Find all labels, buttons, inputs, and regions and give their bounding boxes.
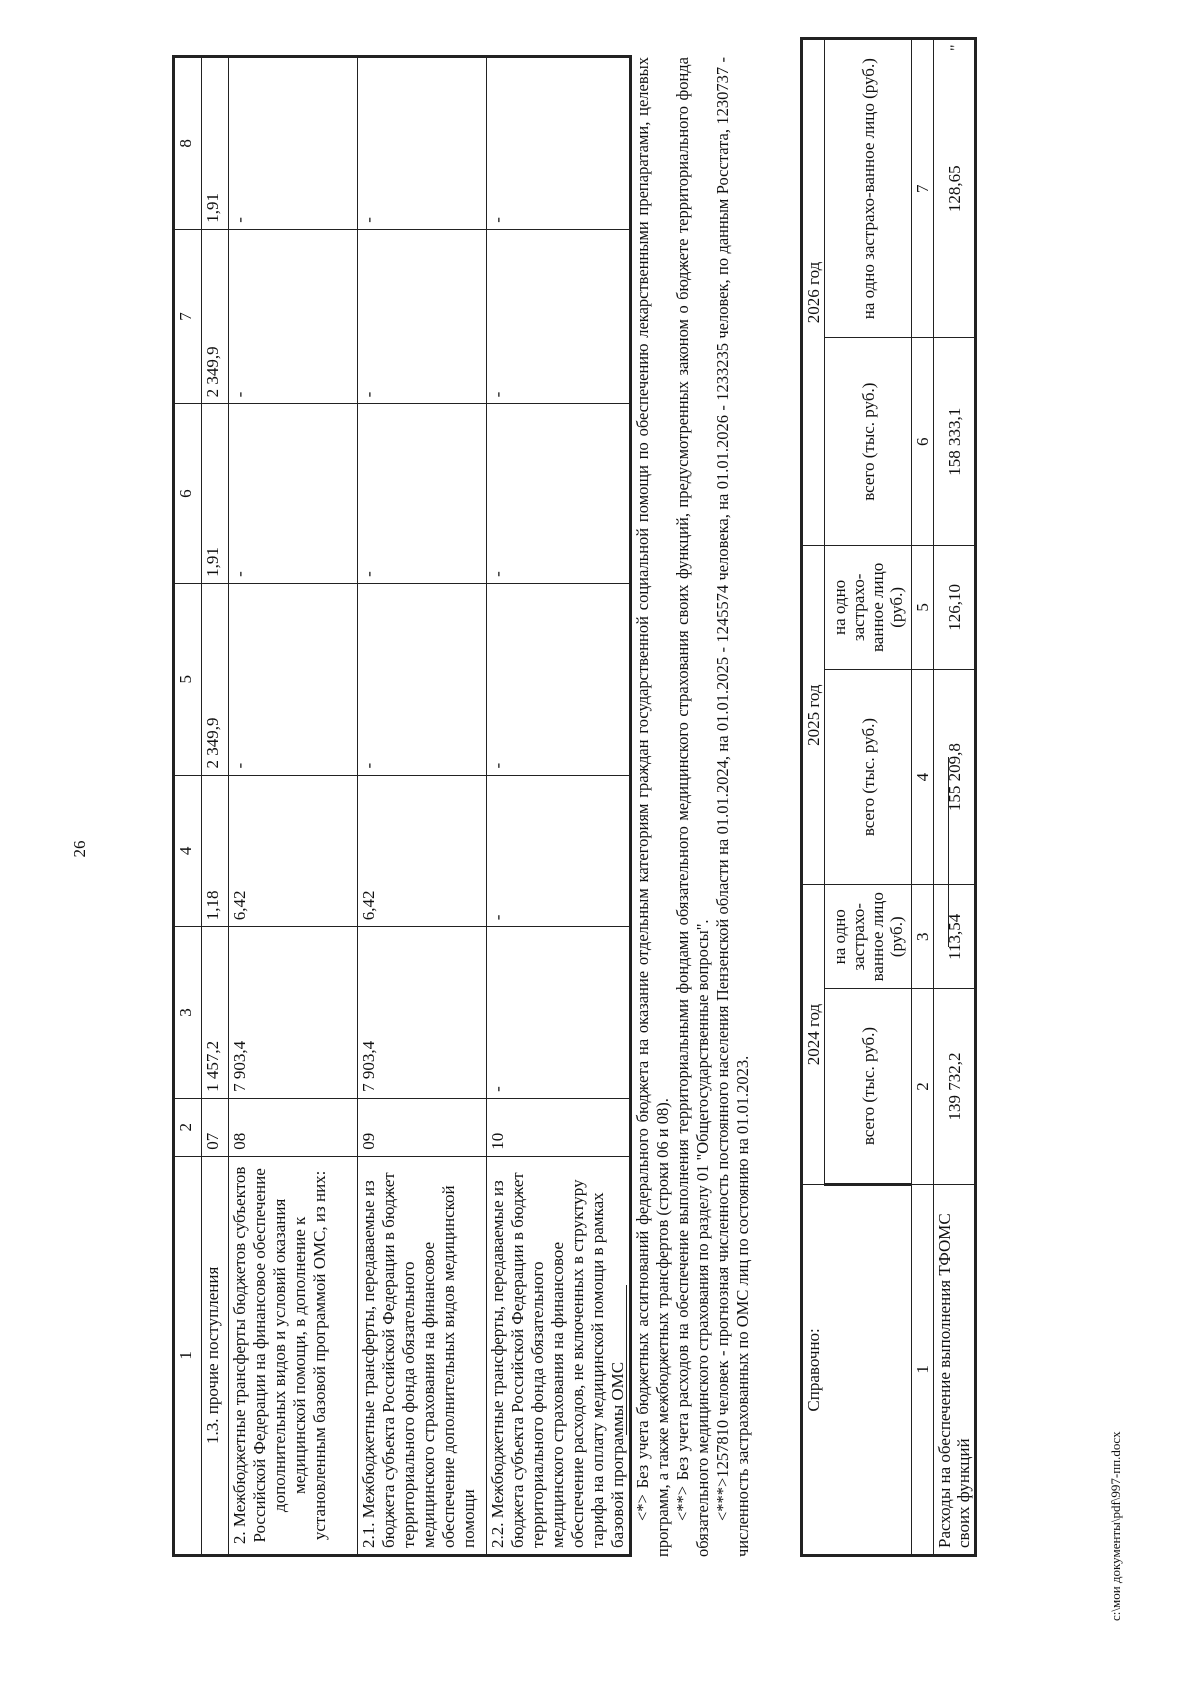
row-code: 09 [358, 1098, 487, 1156]
table-row [202, 57, 229, 1556]
ref-years-row [802, 39, 825, 1556]
value-cell: - [487, 229, 631, 404]
value-cell: 1,18 [202, 775, 229, 927]
table-row [229, 57, 358, 1556]
footnotes [626, 57, 753, 1557]
value-cell: 2 349,9 [202, 229, 229, 404]
row-name: 2.2. Межбюджетные трансферты, передаваемые из бюджета субъекта Российской Федерации в бюджет территориального фонда обязательного медицинского страхования на финансовое обеспечение расходов, не включенных в структуру тарифа на оплату медицинской помощи в рамках базовой программы ОМС [487, 1156, 631, 1555]
ref-row-label: Расходы на обеспечение выполнения ТФОМС своих функций [934, 1184, 976, 1555]
value-cell: - [358, 229, 487, 404]
reference-table [800, 37, 977, 1557]
ref-numbers-row [912, 39, 934, 1556]
value-cell: 7 903,4 [229, 927, 358, 1099]
footnote: <*> Без учета бюджетных ассигнований федерального бюджета на оказание отдельным категориям граждан государственной социальной помощи по обеспечению лекарственными препаратами, целевых программ, а также межбюджетных трансфертов (строки 06 и 08). [633, 57, 672, 1557]
value-cell: - [487, 404, 631, 584]
footnote: <***>1257810 человек - прогнозная численность постоянного населения Пензенской области на 01.01.2024, на 01.01.2025 - 1245574 человека, на 01.01.2026 - 1233235 человек, по данным Росстата, 1230737 - численность застрахованных по ОМС лиц по состоянию на 01.01.2023. [713, 57, 752, 1557]
header-cell: 7 [174, 229, 202, 404]
page-number: 26 [70, 840, 89, 858]
closing-line [948, 757, 949, 947]
value-cell: 6,42 [358, 775, 487, 927]
value-cell: 128,65 [934, 39, 976, 338]
value-cell: - [487, 57, 631, 230]
page-mark: " [948, 44, 965, 51]
value-cell: 1,91 [202, 57, 229, 230]
year-header: 2024 год [802, 885, 825, 1184]
value-cell: - [487, 927, 631, 1099]
header-cell: 4 [174, 775, 202, 927]
year-header: 2025 год [802, 545, 825, 884]
col-number: 6 [912, 338, 934, 546]
col-total-header: всего (тыс. руб.) [825, 338, 912, 546]
value-cell: - [229, 404, 358, 584]
table-header-row [174, 57, 202, 1556]
header-cell: 1 [174, 1156, 202, 1555]
col-number: 7 [912, 39, 934, 338]
footer-file-path: c:\мои документы\pdf\997-пп.docx [1108, 1431, 1123, 1621]
header-cell: 5 [174, 583, 202, 775]
table-row [358, 57, 487, 1556]
value-cell: - [358, 583, 487, 775]
value-cell: 155 209,8 [934, 669, 976, 885]
value-cell: - [229, 57, 358, 230]
col-per-header: на одно застрахо-ванное лицо (руб.) [825, 545, 912, 669]
row-name: 1.3. прочие поступления [202, 1156, 229, 1555]
col-per-header: на одно застрахо-ванное лицо (руб.) [825, 39, 912, 338]
col-number: 5 [912, 545, 934, 669]
col-total-header: всего (тыс. руб.) [825, 669, 912, 885]
col-total-header: всего (тыс. руб.) [825, 989, 912, 1185]
header-cell: 2 [174, 1098, 202, 1156]
value-cell: 113,54 [934, 885, 976, 989]
row-name: 2. Межбюджетные трансферты бюджетов субъектов Российской Федерации на финансовое обеспечение дополнительных видов и условий оказания медицинской помощи, в дополнение к установленным базовой программой ОМС, из них: [229, 1156, 358, 1555]
col-number: 1 [912, 1184, 934, 1555]
value-cell: 1,91 [202, 404, 229, 584]
value-cell: 139 732,2 [934, 989, 976, 1185]
col-per-header: на одно застрахо-ванное лицо (руб.) [825, 885, 912, 989]
ref-data-row [934, 39, 976, 1556]
col-number: 2 [912, 989, 934, 1185]
row-code: 07 [202, 1098, 229, 1156]
value-cell: 1 457,2 [202, 927, 229, 1099]
value-cell: 2 349,9 [202, 583, 229, 775]
table-row [487, 57, 631, 1556]
footnote: <**> Без учета расходов на обеспечение выполнения территориальными фондами обязательного медицинского страхования своих функций, предусмотренных законом о бюджете территориального фонда обязательного медицинского страхования по разделу 01 "Общегосударственные вопросы". [673, 57, 712, 1557]
footnote-separator [626, 1285, 627, 1435]
col-number: 3 [912, 885, 934, 989]
row-code: 10 [487, 1098, 631, 1156]
col-number: 4 [912, 669, 934, 885]
value-cell: - [229, 229, 358, 404]
value-cell: - [487, 775, 631, 927]
value-cell: - [358, 404, 487, 584]
value-cell: 6,42 [229, 775, 358, 927]
value-cell: 158 333,1 [934, 338, 976, 546]
value-cell: - [229, 583, 358, 775]
financing-table [172, 55, 632, 1557]
header-cell: 6 [174, 404, 202, 584]
ref-label: Справочно: [802, 1184, 912, 1555]
header-cell: 8 [174, 57, 202, 230]
header-cell: 3 [174, 927, 202, 1099]
row-name: 2.1. Межбюджетные трансферты, передаваемые из бюджета субъекта Российской Федерации в бюджет территориального фонда обязательного медицинского страхования на финансовое обеспечение дополнительных видов медицинской помощи [358, 1156, 487, 1555]
value-cell: - [487, 583, 631, 775]
row-code: 08 [229, 1098, 358, 1156]
value-cell: 126,10 [934, 545, 976, 669]
value-cell: 7 903,4 [358, 927, 487, 1099]
year-header: 2026 год [802, 39, 825, 546]
value-cell: - [358, 57, 487, 230]
